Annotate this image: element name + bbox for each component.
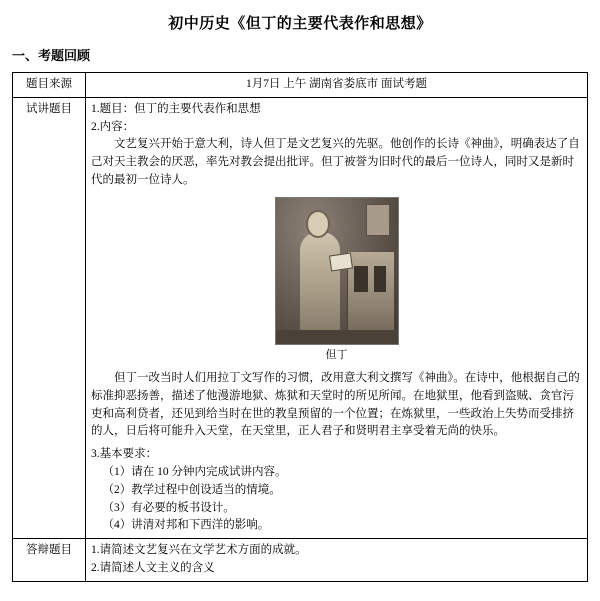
- figure-caption: 但丁: [325, 348, 348, 361]
- source-value: 1月7日 上午 湖南省娄底市 面试考题: [86, 73, 588, 98]
- lesson-paragraph-1: 文艺复兴开始于意大利，诗人但丁是文艺复兴的先驱。他创作的长诗《神曲》，明确表达了自己对天主教会的厌恶，率先对教会提出批评。但丁被誉为旧时代的最后一位诗人，同时又是新时代的最初一位诗人。: [91, 138, 580, 187]
- table-row-source: [13, 73, 588, 98]
- requirements-label: 3.基本要求：: [91, 448, 158, 461]
- defense-label: 答辩题目: [13, 539, 86, 582]
- source-label: 题目来源: [13, 73, 86, 98]
- lesson-content-label: 2.内容：: [91, 120, 135, 133]
- requirement-item: （1）请在 10 分钟内完成试讲内容。: [102, 465, 287, 478]
- dante-illustration: [275, 197, 399, 345]
- requirement-item: （2）教学过程中创设适当的情境。: [102, 483, 281, 496]
- lesson-label: 试讲题目: [13, 97, 86, 538]
- lesson-paragraph-2: 但丁一改当时人们用拉丁文写作的习惯，改用意大利文撰写《神曲》。在诗中，他根据自己的标准抑恶扬善，描述了他漫游地狱、炼狱和天堂时的所见所闻。在地狱里，他看到盗贼、贪官污吏和高利贷者，还见到给当时在世的教皇预留的一个位置；在炼狱里，一些政治上失势而受排挤的人，日后将可能升入天堂，在天堂里，正人君子和贤明君主享受着无尚的快乐。: [91, 371, 580, 438]
- exam-table: [12, 72, 588, 582]
- defense-item: 1.请简述文艺复兴在文学艺术方面的成就。: [91, 544, 307, 557]
- ground-shape: [276, 330, 398, 344]
- dante-head-shape: [308, 212, 328, 236]
- dante-illustration-wrap: [91, 197, 582, 345]
- dante-figure-shape: [300, 232, 340, 342]
- tower-shape: [366, 204, 390, 236]
- requirement-item: （4）讲清对邦和下西洋的影响。: [102, 519, 270, 532]
- book-shape: [328, 252, 352, 271]
- table-row-lesson: [13, 97, 588, 538]
- lesson-topic: 1.题目：但丁的主要代表作和思想: [91, 102, 261, 115]
- document-page: [0, 12, 600, 601]
- requirement-item: （3）有必要的板书设计。: [102, 501, 235, 514]
- defense-content-cell: [86, 539, 588, 582]
- lesson-content-cell: [86, 97, 588, 538]
- defense-item: 2.请简述人文主义的含义: [91, 562, 215, 575]
- table-row-defense: [13, 539, 588, 582]
- section-heading: 一、考题回顾: [12, 48, 91, 63]
- page-title: 初中历史《但丁的主要代表作和思想》: [168, 16, 432, 32]
